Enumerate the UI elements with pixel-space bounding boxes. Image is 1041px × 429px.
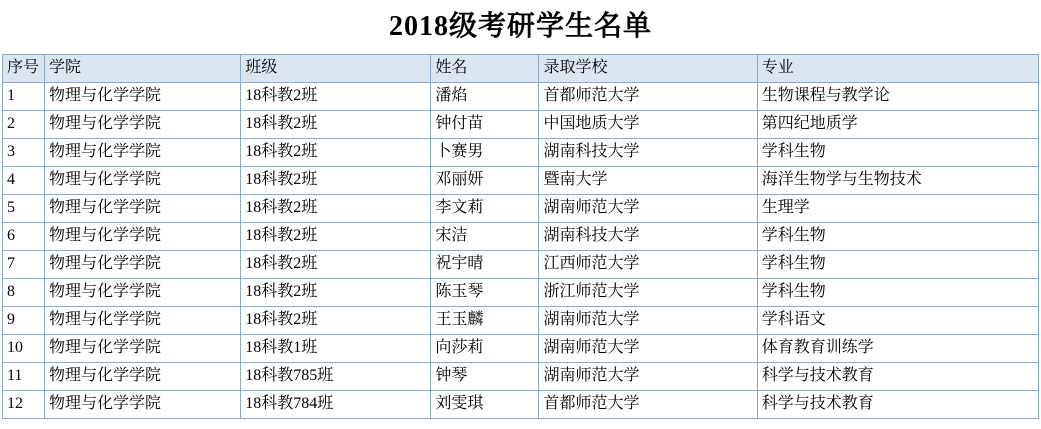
- table-header: [3, 54, 1039, 82]
- cell-major: 学科生物: [757, 250, 1038, 278]
- cell-class: 18科教784班: [241, 390, 431, 418]
- cell-school: 湖南科技大学: [539, 138, 757, 166]
- table-header-row: [3, 54, 1039, 82]
- cell-name: 祝宇晴: [431, 250, 539, 278]
- cell-major: 生理学: [757, 194, 1038, 222]
- cell-name: 王玉麟: [431, 306, 539, 334]
- cell-index: 11: [3, 362, 45, 390]
- table-row: [3, 222, 1039, 250]
- cell-college: 物理与化学学院: [45, 334, 241, 362]
- cell-class: 18科教1班: [241, 334, 431, 362]
- cell-college: 物理与化学学院: [45, 278, 241, 306]
- cell-college: 物理与化学学院: [45, 82, 241, 110]
- cell-class: 18科教2班: [241, 194, 431, 222]
- cell-school: 湖南师范大学: [539, 362, 757, 390]
- column-header-college: 学院: [45, 54, 241, 82]
- cell-name: 钟琴: [431, 362, 539, 390]
- cell-major: 科学与技术教育: [757, 362, 1038, 390]
- cell-college: 物理与化学学院: [45, 250, 241, 278]
- table-row: [3, 362, 1039, 390]
- cell-college: 物理与化学学院: [45, 110, 241, 138]
- cell-school: 湖南师范大学: [539, 194, 757, 222]
- cell-major: 科学与技术教育: [757, 390, 1038, 418]
- cell-name: 潘焰: [431, 82, 539, 110]
- cell-major: 生物课程与教学论: [757, 82, 1038, 110]
- cell-index: 6: [3, 222, 45, 250]
- cell-college: 物理与化学学院: [45, 222, 241, 250]
- cell-index: 12: [3, 390, 45, 418]
- cell-class: 18科教2班: [241, 110, 431, 138]
- cell-name: 宋洁: [431, 222, 539, 250]
- cell-class: 18科教2班: [241, 138, 431, 166]
- cell-index: 3: [3, 138, 45, 166]
- cell-name: 钟付苗: [431, 110, 539, 138]
- cell-college: 物理与化学学院: [45, 166, 241, 194]
- cell-major: 第四纪地质学: [757, 110, 1038, 138]
- cell-index: 7: [3, 250, 45, 278]
- table-row: [3, 166, 1039, 194]
- cell-major: 学科生物: [757, 138, 1038, 166]
- cell-name: 刘雯琪: [431, 390, 539, 418]
- cell-index: 4: [3, 166, 45, 194]
- cell-college: 物理与化学学院: [45, 390, 241, 418]
- cell-class: 18科教2班: [241, 278, 431, 306]
- cell-major: 学科生物: [757, 278, 1038, 306]
- page-title: 2018级考研学生名单: [388, 11, 652, 42]
- cell-college: 物理与化学学院: [45, 194, 241, 222]
- cell-class: 18科教2班: [241, 222, 431, 250]
- cell-college: 物理与化学学院: [45, 362, 241, 390]
- table-row: [3, 82, 1039, 110]
- cell-index: 10: [3, 334, 45, 362]
- column-header-name: 姓名: [431, 54, 539, 82]
- cell-name: 邓丽妍: [431, 166, 539, 194]
- table-row: [3, 390, 1039, 418]
- cell-name: 向莎莉: [431, 334, 539, 362]
- cell-name: 李文莉: [431, 194, 539, 222]
- cell-class: 18科教2班: [241, 166, 431, 194]
- cell-index: 2: [3, 110, 45, 138]
- student-roster-table: [2, 54, 1039, 419]
- column-header-class: 班级: [241, 54, 431, 82]
- column-header-major: 专业: [757, 54, 1038, 82]
- cell-school: 浙江师范大学: [539, 278, 757, 306]
- column-header-school: 录取学校: [539, 54, 757, 82]
- table-row: [3, 278, 1039, 306]
- cell-school: 首都师范大学: [539, 390, 757, 418]
- cell-college: 物理与化学学院: [45, 138, 241, 166]
- cell-major: 体育教育训练学: [757, 334, 1038, 362]
- cell-index: 5: [3, 194, 45, 222]
- cell-class: 18科教2班: [241, 306, 431, 334]
- cell-index: 9: [3, 306, 45, 334]
- table-row: [3, 250, 1039, 278]
- table-row: [3, 306, 1039, 334]
- cell-major: 学科生物: [757, 222, 1038, 250]
- table-row: [3, 110, 1039, 138]
- cell-class: 18科教785班: [241, 362, 431, 390]
- column-header-index: 序号: [3, 54, 45, 82]
- cell-major: 海洋生物学与生物技术: [757, 166, 1038, 194]
- cell-school: 湖南师范大学: [539, 334, 757, 362]
- cell-name: 卜赛男: [431, 138, 539, 166]
- cell-school: 中国地质大学: [539, 110, 757, 138]
- cell-class: 18科教2班: [241, 250, 431, 278]
- cell-school: 湖南科技大学: [539, 222, 757, 250]
- cell-name: 陈玉琴: [431, 278, 539, 306]
- cell-college: 物理与化学学院: [45, 306, 241, 334]
- cell-index: 1: [3, 82, 45, 110]
- table-row: [3, 194, 1039, 222]
- cell-school: 首都师范大学: [539, 82, 757, 110]
- cell-school: 湖南师范大学: [539, 306, 757, 334]
- cell-class: 18科教2班: [241, 82, 431, 110]
- table-row: [3, 138, 1039, 166]
- table-row: [3, 334, 1039, 362]
- cell-school: 暨南大学: [539, 166, 757, 194]
- cell-index: 8: [3, 278, 45, 306]
- cell-major: 学科语文: [757, 306, 1038, 334]
- cell-school: 江西师范大学: [539, 250, 757, 278]
- table-body: [3, 82, 1039, 418]
